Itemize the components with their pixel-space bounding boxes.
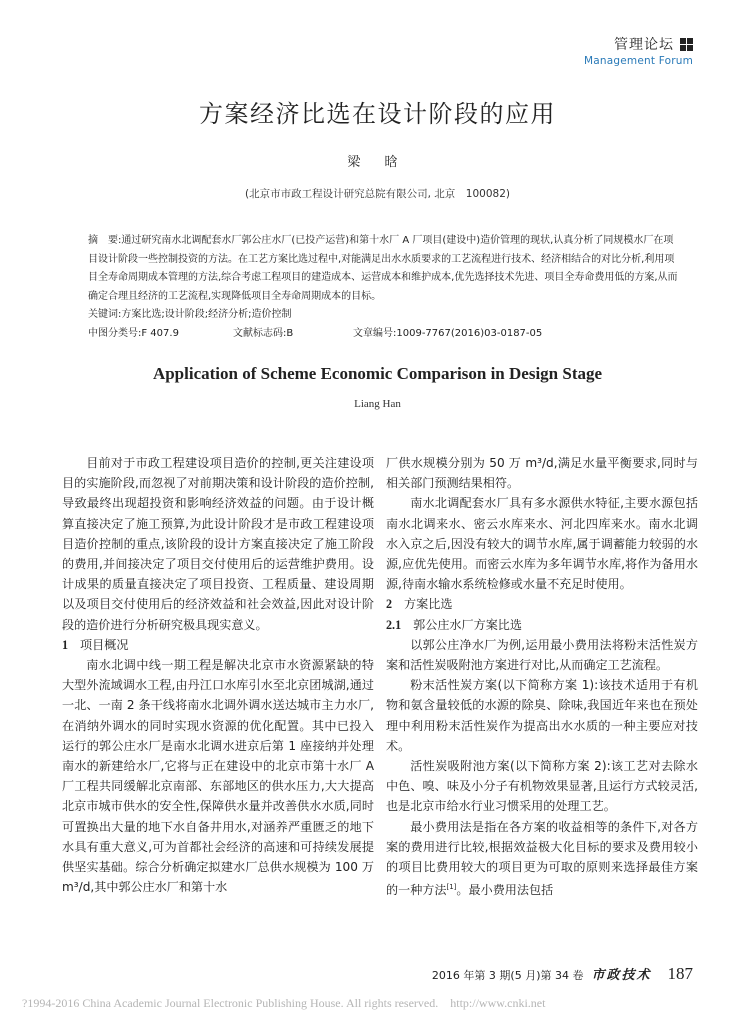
paragraph: 粉末活性炭方案(以下简称方案 1):该技术适用于有机物和氨含量较低的水源的除臭、除味,我国近年来也在预处理中利用粉末活性炭作为提高出水水质的一种主要应对技术。 bbox=[386, 678, 698, 753]
abstract bbox=[88, 232, 678, 306]
heading-text: 项目概况 bbox=[80, 637, 129, 652]
section-label-cn: 管理论坛 bbox=[614, 37, 674, 53]
clc-label: 中图分类号: bbox=[88, 327, 142, 339]
article-no-value: 1009-7767(2016)03-0187-05 bbox=[396, 327, 543, 339]
section-header bbox=[584, 34, 693, 67]
citation-ref[interactable]: [1] bbox=[446, 883, 457, 892]
paragraph-tail: 。最小费用法包括 bbox=[456, 883, 554, 898]
grid-squares-icon bbox=[680, 38, 693, 51]
doc-code-field bbox=[233, 325, 353, 344]
paragraph: 目前对于市政工程建设项目造价的控制,更关注建设项目的实施阶段,而忽视了对前期决策和设计阶段的造价控制,导致最终出现超投资和影响经济效益的问题。由于设计概算直接决定了施工预算,为此设计阶段才是市政工程建设项目造价控制的重点,该阶段的设计方案直接决定了施工阶段的费用,并间接决定了项目交付使用后的运营维护费用。设计成果的质量直接决定了项目投资、工程质量、建设周期以及项目交付使用后的经济效益和社会效益,因此对设计阶段的造价进行分析研究极具现实意义。 bbox=[62, 456, 374, 632]
section-title-cn bbox=[584, 34, 693, 54]
paragraph: 厂供水规模分别为 50 万 m³/d,满足水量平衡要求,同时与相关部门预测结果相符。 bbox=[386, 456, 698, 491]
journal-name: 市政技术 bbox=[591, 968, 652, 983]
body-column-left bbox=[62, 453, 374, 897]
body-column-right bbox=[386, 453, 698, 901]
abstract-text: 通过研究南水北调配套水厂郭公庄水厂(已投产运营)和第十水厂 A 厂项目(建设中)造价管理的现状,认真分析了同规模水厂在项目设计阶段一些控制投资的方法。在工艺方案比选过程中,对能满足出水水质要求的工艺流程进行技术、经济相结合的对比分析,利用项目全寿命周期成本管理的方法,综合考虑工程项目的建造成本、运营成本和维护成本,优先选择技术先进、项目全寿命费用低的方案,从而确定合理且经济的工艺流程,实现降低项目全寿命周期成本的目标。 bbox=[88, 235, 678, 302]
section-heading-2 bbox=[386, 594, 698, 614]
doc-code-label: 文献标志码: bbox=[233, 327, 287, 339]
keywords-label: 关键词: bbox=[88, 309, 122, 320]
keywords bbox=[88, 306, 678, 325]
page-footer bbox=[432, 964, 693, 984]
heading-text: 方案比选 bbox=[404, 597, 453, 612]
page-number: 187 bbox=[667, 964, 693, 983]
clc-value: F 407.9 bbox=[141, 327, 179, 339]
article-title-cn: 方案经济比选在设计阶段的应用 bbox=[199, 100, 556, 128]
section-heading-1 bbox=[62, 635, 374, 655]
paragraph: 活性炭吸附池方案(以下简称方案 2):该工艺对去除水中色、嗅、味及小分子有机物效果显著,且运行方式较灵活,也是北京市给水行业习惯采用的处理工艺。 bbox=[386, 759, 698, 814]
author-cn: 梁 晗 bbox=[347, 155, 408, 170]
heading-number: 2 bbox=[386, 597, 393, 612]
article-title-en: Application of Scheme Economic Comparison in Design Stage bbox=[152, 364, 603, 383]
heading-text: 郭公庄水厂方案比选 bbox=[413, 617, 522, 632]
issue-info: 2016 年第 3 期(5 月)第 34 卷 bbox=[431, 969, 584, 982]
abstract-block bbox=[88, 232, 678, 343]
keywords-text: 方案比选;设计阶段;经济分析;造价控制 bbox=[121, 309, 292, 320]
heading-number: 2.1 bbox=[386, 617, 402, 632]
paragraph: 以郭公庄净水厂为例,运用最小费用法将粉末活性炭方案和活性炭吸附池方案进行对比,从而确定工艺流程。 bbox=[386, 637, 698, 673]
paragraph: 南水北调中线一期工程是解决北京市水资源紧缺的特大型外流域调水工程,由丹江口水库引水至北京团城湖,通过一北、一南 2 条干线将南水北调外调水送达城市主力水厂,在消纳外调水的同时实现水资源的优化配置。其中已投入运行的郭公庄水厂是南水北调水进京后第 1 座接纳并处理南水的新建给水厂,它将与正在建设中的北京市第十水厂 A 厂工程共同缓解北京南部、东部地区的供水压力,大大提高北京市城市供水的安全性,保障供水量并改善供水水质,同时可置换出大量的地下水自备井用水,对涵养严重匮乏的地下水具有重大意义,可为首都社会经济的高速和可持续发展提供坚实基础。综合分析确定拟建水厂总供水规模为 100 万 m³/d,其中郭公庄水厂和第十水 bbox=[62, 658, 374, 895]
paragraph bbox=[386, 817, 698, 901]
article-no-field bbox=[353, 325, 542, 344]
paragraph-text: 最小费用法是指在各方案的收益相等的条件下,对各方案的费用进行比较,根据效益极大化目标的要求及费用较小的项目比费用较大的项目更为可取的原则来选择最佳方案的一种方法 bbox=[386, 819, 698, 898]
classification-line bbox=[88, 325, 678, 344]
paragraph: 南水北调配套水厂具有多水源供水特征,主要水源包括南水北调来水、密云水库来水、河北四库来水。南水北调水入京之后,因没有较大的调节水库,属于调蓄能力较弱的水源,应优先使用。而密云水库为多年调节水库,将作为备用水源,待南水输水系统检修或水量不充足时使用。 bbox=[386, 496, 698, 592]
section-title-en: Management Forum bbox=[584, 55, 693, 67]
abstract-label: 摘 要: bbox=[88, 235, 122, 246]
doc-code-value: B bbox=[286, 327, 294, 339]
affiliation: (北京市市政工程设计研究总院有限公司, 北京 100082) bbox=[245, 188, 510, 200]
copyright-watermark: ?1994-2016 China Academic Journal Electronic Publishing House. All rights reserved. http://www.cnki.net bbox=[22, 996, 546, 1010]
article-no-label: 文章编号: bbox=[353, 327, 397, 339]
clc-field bbox=[88, 325, 233, 344]
author-en: Liang Han bbox=[354, 398, 401, 410]
heading-number: 1 bbox=[62, 637, 69, 652]
section-heading-2-1 bbox=[386, 615, 698, 635]
